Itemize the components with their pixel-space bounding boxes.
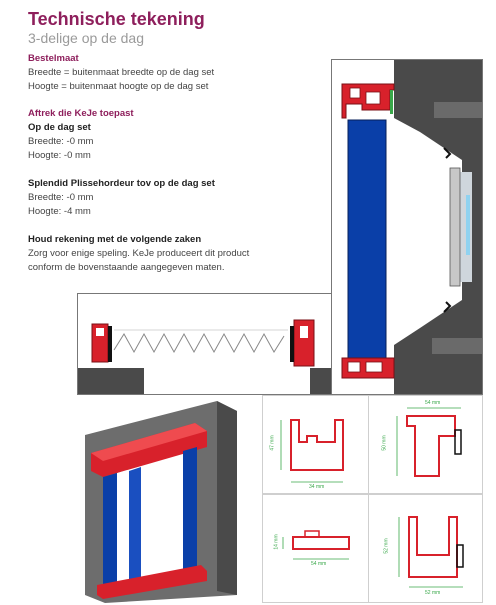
dimension-height: 52 mm: [383, 538, 390, 554]
page-title: Technische tekening: [28, 9, 205, 29]
aftrek-group-height: Hoogte: -4 mm: [28, 206, 91, 217]
note-section: [28, 233, 249, 275]
aftrek-section: [28, 107, 134, 163]
aftrek-group-heading: Op de dag set: [28, 122, 91, 133]
bestelmaat-section: [28, 52, 214, 94]
profile-tile-3: [262, 494, 369, 603]
horizontal-section-drawing: [77, 293, 332, 395]
vertical-section-drawing: [331, 59, 483, 395]
note-line: Zorg voor enige speling. KeJe produceert dit product: [28, 248, 250, 259]
note-heading: Houd rekening met de volgende zaken: [28, 234, 202, 245]
dimension-width: 34 mm: [309, 484, 325, 490]
dimension-height: 14 mm: [273, 534, 280, 550]
note-line: conform de bovenstaande aangegeven maten.: [28, 262, 225, 273]
bestelmaat-width: Breedte = buitenmaat breedte op de dag set: [28, 67, 215, 78]
page-subtitle: 3-delige op de dag: [28, 30, 144, 46]
aftrek-group-width: Breedte: -0 mm: [28, 136, 94, 147]
profile-tile-1: [262, 395, 369, 494]
aftrek-group-heading: Splendid Plissehordeur tov op de dag set: [28, 178, 215, 189]
isometric-render: [77, 395, 262, 603]
dimension-width: 52 mm: [425, 590, 441, 596]
aftrek-group-height: Hoogte: -0 mm: [28, 150, 91, 161]
aftrek-section-2: [28, 177, 215, 219]
dimension-height: 47 mm: [269, 435, 276, 451]
profile-tile-2: [368, 395, 483, 494]
bestelmaat-heading: Bestelmaat: [28, 53, 79, 64]
aftrek-group-width: Breedte: -0 mm: [28, 192, 94, 203]
dimension-width: 54 mm: [311, 561, 327, 567]
profile-tile-4: [368, 494, 483, 603]
bestelmaat-height: Hoogte = buitenmaat hoogte op de dag set: [28, 81, 209, 92]
dimension-height: 50 mm: [381, 435, 388, 451]
dimension-width: 54 mm: [425, 400, 441, 406]
aftrek-heading: Aftrek die KeJe toepast: [28, 108, 134, 119]
